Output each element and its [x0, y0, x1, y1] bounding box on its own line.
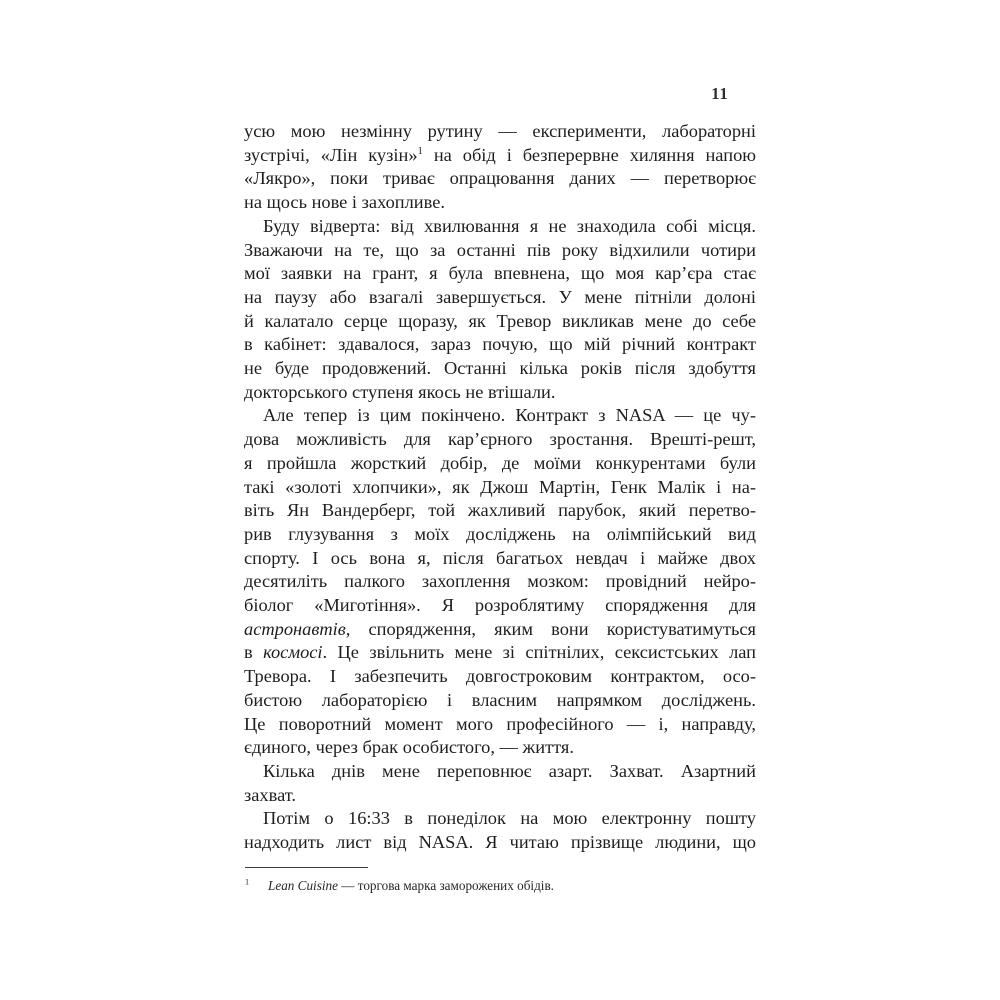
- text-segment: такі «золоті хлопчики», як Джош Мартін, Генк Малік і на-: [244, 476, 756, 497]
- text-segment: Тревора. І забезпечить довгостроковим контрактом, осо-: [244, 666, 756, 687]
- text-segment: зустрічі, «Лін кузін»: [244, 144, 418, 165]
- text-line: [244, 807, 756, 831]
- text-segment: Кілька днів мене переповнює азарт. Захват. Азартний: [263, 760, 756, 781]
- text-segment: рив глузування з моїх досліджень на олімпійський вид: [244, 523, 756, 544]
- text-line: [244, 689, 756, 713]
- text-segment: на щось нове і захопливе.: [244, 192, 445, 213]
- text-segment: на паузу або взагалі завершується. У мене пітніли долоні: [244, 286, 756, 307]
- text-line: [244, 476, 756, 500]
- text-segment: Потім о 16:33 в понеділок на мою електронну пошту: [263, 808, 756, 829]
- text-segment: — торгова марка заморожених обідів.: [337, 878, 554, 893]
- text-line: [244, 191, 756, 215]
- text-segment: захват.: [244, 784, 297, 805]
- paragraph: [244, 215, 756, 405]
- text-line: [244, 736, 756, 760]
- text-line: [244, 144, 756, 168]
- text-line: [244, 713, 756, 737]
- text-segment: , спорядження, яким вони користуватимуться: [345, 618, 756, 639]
- text-line: [244, 831, 756, 855]
- footnote-marker: 1: [245, 877, 250, 887]
- text-line: [244, 215, 756, 239]
- text-line: [244, 523, 756, 547]
- italic-text: астронавтів: [244, 618, 346, 639]
- page-number: 11: [711, 84, 729, 103]
- text-segment: спорту. І ось вона я, після багатьох невдач і майже двох: [244, 547, 756, 568]
- italic-text: космосі: [263, 642, 323, 663]
- text-line: [244, 262, 756, 286]
- body-text: [244, 120, 756, 855]
- text-line: [244, 310, 756, 334]
- text-segment: дова можливість для кар’єрного зростання. Врешті-решт,: [244, 429, 756, 450]
- text-line: [244, 570, 756, 594]
- footnote-divider: [245, 867, 368, 868]
- text-segment: й калатало серце щоразу, як Тревор викликав мене до себе: [244, 310, 756, 331]
- text-segment: Зважаючи на те, що за останні пів року відхилили чотири: [244, 239, 756, 260]
- text-segment: в: [244, 642, 264, 663]
- text-line: [244, 618, 756, 642]
- text-segment: бистою лабораторією і власним напрямком досліджень.: [244, 689, 756, 710]
- paragraph: [244, 760, 756, 807]
- text-segment: мої заявки на грант, я була впевнена, що моя кар’єра стає: [244, 263, 756, 284]
- text-line: [244, 333, 756, 357]
- text-line: [244, 760, 756, 784]
- text-segment: «Лякро», поки триває опрацювання даних — перетворює: [244, 168, 756, 189]
- text-segment: в кабінет: здавалося, зараз почую, що мій річний контракт: [244, 334, 756, 355]
- footnote-ref: 1: [417, 144, 423, 157]
- text-segment: біолог «Миготіння». Я розроблятиму спорядження для: [244, 595, 756, 616]
- text-segment: не буде продовжений. Останні кілька років після здобуття: [244, 358, 756, 379]
- text-segment: на обід і безперервне хиляння напою: [422, 144, 756, 165]
- text-line: [244, 120, 756, 144]
- text-segment: десятиліть палкого захоплення мозком: провідний нейро-: [244, 571, 756, 592]
- text-segment: надходить лист від NASA. Я читаю прізвище людини, що: [244, 832, 756, 853]
- text-segment: Це поворотний момент мого професійного — і, направду,: [244, 713, 756, 734]
- text-segment: Але тепер із цим покінчено. Контракт з NASA — це чу-: [263, 405, 756, 426]
- text-segment: єдиного, через брак особистого, — життя.: [244, 737, 574, 758]
- footnote-text: [268, 878, 554, 893]
- paragraph: [244, 807, 756, 854]
- paragraph: [244, 404, 756, 760]
- text-segment: Буду відверта: від хвилювання я не знаходила собі місця.: [263, 215, 756, 236]
- text-line: [244, 452, 756, 476]
- text-line: [244, 381, 756, 405]
- text-line: [244, 357, 756, 381]
- text-line: [244, 499, 756, 523]
- text-segment: докторського ступеня якось не втішали.: [244, 381, 556, 402]
- text-line: [244, 784, 756, 808]
- text-segment: . Це звільнить мене зі спітнілих, сексистських лап: [322, 642, 757, 663]
- text-segment: віть Ян Вандерберг, той жахливий парубок, який перетво-: [244, 500, 756, 521]
- text-line: [244, 547, 756, 571]
- text-line: [244, 594, 756, 618]
- footnote: [245, 877, 757, 894]
- text-line: [244, 665, 756, 689]
- text-line: [244, 167, 756, 191]
- text-line: [244, 428, 756, 452]
- italic-text: Lean Cuisine: [268, 878, 338, 893]
- text-line: [244, 239, 756, 263]
- text-line: [244, 286, 756, 310]
- text-segment: я пройшла жорсткий добір, де моїми конкурентами були: [244, 452, 756, 473]
- text-segment: усю мою незмінну рутину — експерименти, лабораторні: [244, 121, 756, 141]
- paragraph: [244, 120, 756, 215]
- text-line: [244, 404, 756, 428]
- text-line: [244, 641, 756, 665]
